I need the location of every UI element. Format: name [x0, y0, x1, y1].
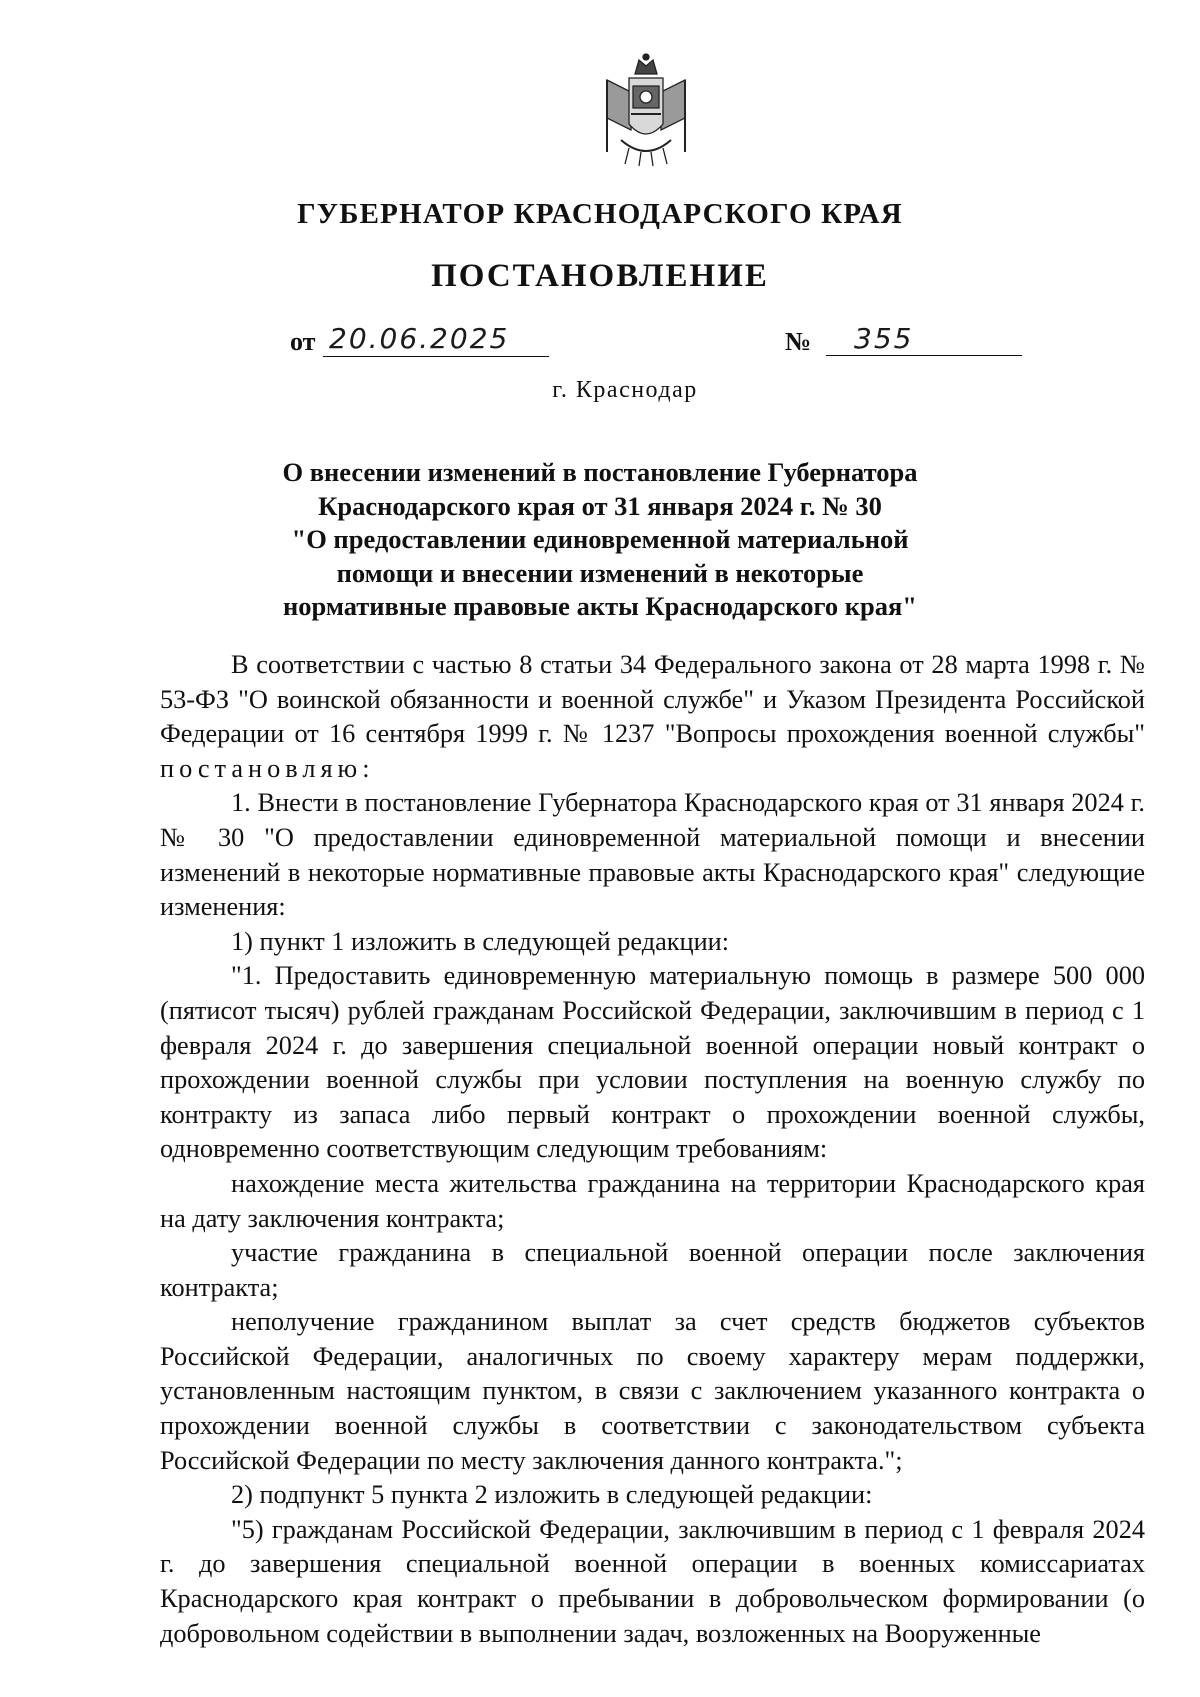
title-line: Краснодарского края от 31 января 2024 г. № 30 [318, 490, 882, 521]
handwritten-date: 20.06.2025 [329, 322, 510, 355]
document-type: ПОСТАНОВЛЕНИЕ [431, 258, 769, 294]
body-paragraph: "1. Предоставить единовременную материальную помощь в размере 500 000 (пятисот тысяч) рублей гражданам Российской Федерации, заключившим в период с 1 февраля 2024 г. до завершения специальной военной операции новый контракт о прохождении военной службы при условии поступления на военную службу по контракту из запаса либо первый контракт о прохождении военной службы, одновременно соответствующим следующим требованиям: [160, 961, 1145, 1164]
number-label: № [785, 327, 812, 356]
date-prefix: от [290, 327, 316, 356]
body-paragraph: "5) гражданам Российской Федерации, заключившим в период с 1 февраля 2024 г. до завершения специальной военной операции в военных комиссариатах Краснодарского края контракт о пребывании в добровольческом формировании (о добровольном содействии в выполнении задач, возложенных на Вооруженные [160, 1514, 1145, 1648]
title-line: "О предоставлении единовременной материальной [291, 524, 909, 554]
number-field [826, 322, 1022, 356]
body-paragraph: участие гражданина в специальной военной операции после заключения контракта; [160, 1238, 1145, 1302]
title-line: помощи и внесении изменений в некоторые [336, 557, 864, 588]
body-paragraph: 1. Внести в постановление Губернатора Краснодарского края от 31 января 2024 г. № 30 "О предоставлении единовременной материальной помощи и внесении изменений в некоторые нормативные правовые акты Краснодарского края" следующие изменения: [160, 788, 1145, 922]
city-line: г. Краснодар [552, 377, 698, 403]
preamble-text: В соответствии с частью 8 статьи 34 Федерального закона от 28 марта 1998 г. № 53-ФЗ "О воинской обязанности и военной службе" и Указом Президента Российской Федерации от 16 сентября 1999 г. № 1237 "Вопросы прохождения военной службы" [160, 650, 1145, 749]
date-label [290, 327, 315, 357]
handwritten-number: 355 [854, 322, 914, 355]
issuing-authority: ГУБЕРНАТОР КРАСНОДАРСКОГО КРАЯ [297, 198, 903, 230]
document-body [160, 648, 1145, 1651]
decree-word: постановляю: [160, 753, 375, 783]
coat-of-arms-emblem [601, 52, 691, 168]
preamble-paragraph [160, 648, 1145, 786]
title-line: нормативные правовые акты Краснодарского края" [282, 591, 918, 621]
body-paragraph: 1) пункт 1 изложить в следующей редакции: [231, 926, 730, 956]
body-paragraph: 2) подпункт 5 пункта 2 изложить в следующей редакции: [231, 1480, 873, 1510]
document-title [0, 456, 1200, 624]
date-field [323, 322, 549, 357]
body-paragraph: неполучение гражданином выплат за счет средств бюджетов субъектов Российской Федерации, аналогичных по своему характеру мерам поддержки, установленным настоящим пунктом, в связи с заключением указанного контракта о прохождении военной службы в соответствии с законодательством субъекта Российской Федерации по месту заключения данного контракта."; [160, 1307, 1145, 1475]
title-line: О внесении изменений в постановление Губернатора [282, 457, 918, 487]
body-paragraph: нахождение места жительства гражданина на территории Краснодарского края на дату заключения контракта; [160, 1168, 1145, 1233]
